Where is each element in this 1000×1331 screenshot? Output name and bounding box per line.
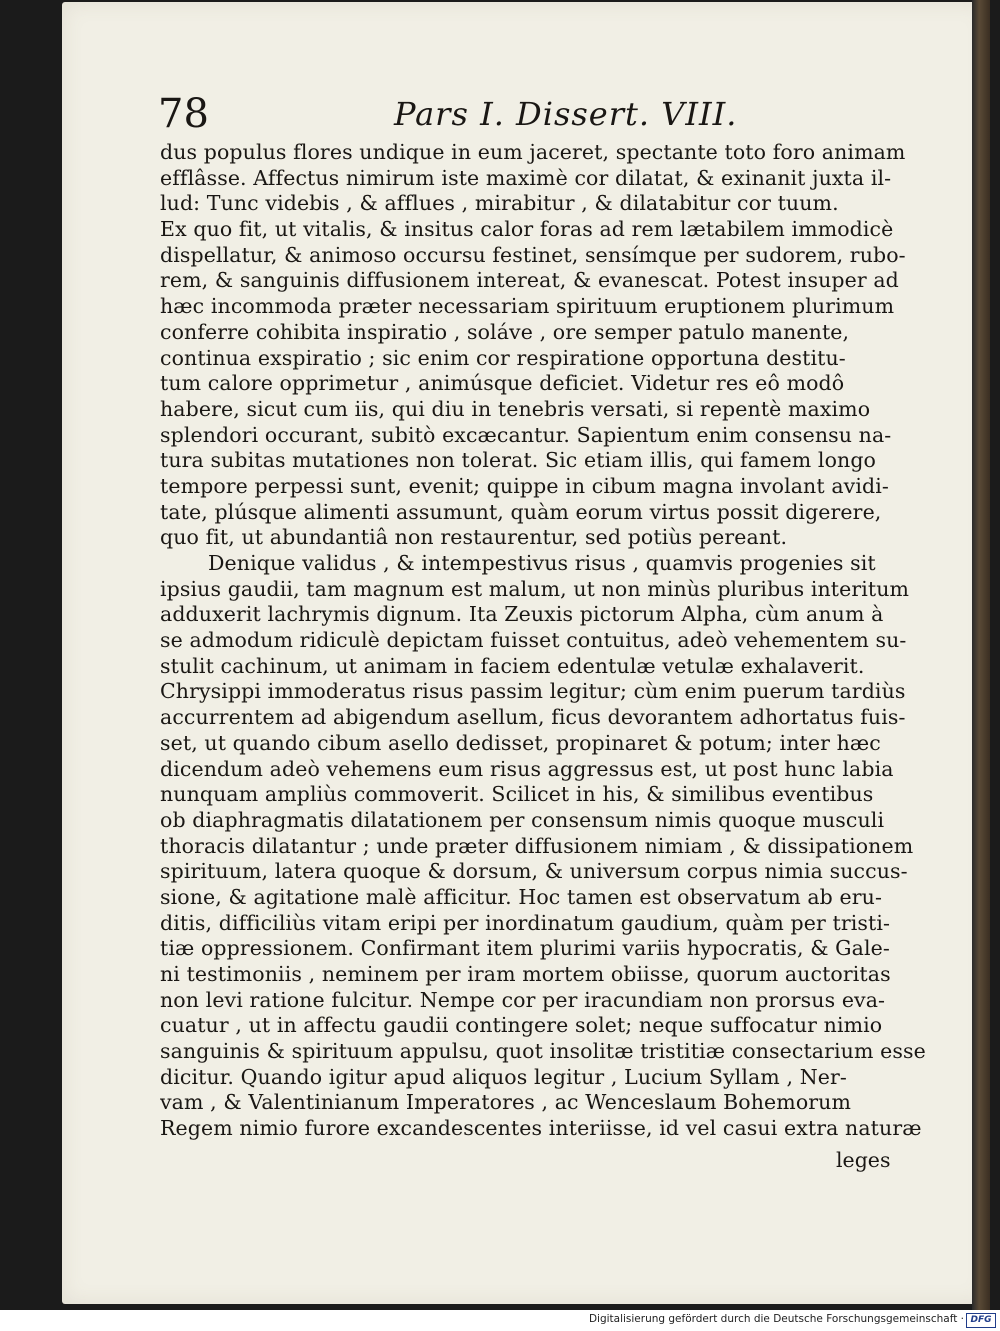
text-line: thoracis dilatantur ; unde præter diffusionem nimiam , & dissipationem [160, 833, 914, 858]
text-line: spirituum, latera quoque & dorsum, & universum corpus nimia succus- [160, 859, 908, 884]
text-line: conferre cohibita inspiratio , soláve , ore semper patulo manente, [160, 319, 850, 344]
text-line: lud: Tunc videbis , & afflues , mirabitur , & dilatabitur cor tuum. [160, 191, 839, 216]
text-line: ipsius gaudii, tam magnum est malum, ut non minùs pluribus interitum [160, 576, 910, 601]
text-line: ob diaphragmatis dilatationem per consensum nimis quoque musculi [160, 807, 885, 832]
text-line: dus populus flores undique in eum jaceret, spectante toto foro animam [160, 140, 906, 164]
text-line: se admodum ridiculè depictam fuisset contuitus, adeò vehementem su- [160, 628, 907, 653]
text-line: Chrysippi immoderatus risus passim legitur; cùm enim puerum tardiùs [160, 679, 906, 704]
text-line: continua exspiratio ; sic enim cor respiratione opportuna destitu- [160, 345, 846, 370]
body-text [160, 140, 926, 1142]
text-line: tempore perpessi sunt, evenit; quippe in cibum magna involant avidi- [160, 473, 889, 498]
dfg-logo: DFG [966, 1313, 996, 1328]
text-line: habere, sicut cum iis, qui diu in tenebris versati, si repentè maximo [160, 396, 871, 421]
running-head: Pars I. Dissert. VIII. [394, 95, 738, 133]
text-line: tiæ oppressionem. Confirmant item plurimi variis hypocratis, & Gale- [160, 936, 890, 961]
text-line: dicitur. Quando igitur apud aliquos legitur , Lucium Syllam , Ner- [160, 1064, 847, 1089]
page-number: 78 [158, 91, 209, 137]
text-line: dispellatur, & animoso occursu festinet, sensímque per sudorem, rubo- [160, 242, 906, 267]
text-line: nunquam ampliùs commoverit. Scilicet in his, & similibus eventibus [160, 782, 874, 807]
text-line: cuatur , ut in affectu gaudii contingere solet; neque suffocatur nimio [160, 1013, 883, 1038]
text-line: dicendum adeò vehemens eum risus aggressus est, ut post hunc labia [160, 756, 894, 781]
text-line: tura subitas mutationes non tolerat. Sic etiam illis, qui famem longo [160, 448, 876, 473]
text-line: sanguinis & spirituum appulsu, quot insolitæ tristitiæ consectarium esse [160, 1039, 926, 1064]
text-line: tate, plúsque alimenti assumunt, quàm eorum virtus possit digerere, [160, 499, 882, 524]
page-header [158, 92, 938, 136]
text-line: set, ut quando cibum asello dedisset, propinaret & potum; inter hæc [160, 730, 881, 755]
text-line: vam , & Valentinianum Imperatores , ac Wenceslaum Bohemorum [160, 1090, 852, 1115]
footer-bar [0, 1310, 1000, 1331]
text-line: stulit cachinum, ut animam in faciem edentulæ vetulæ exhalaverit. [160, 653, 865, 678]
text-line: Ex quo fit, ut vitalis, & insitus calor foras ad rem lætabilem immodicè [160, 217, 894, 242]
text-line: efflâsse. Affectus nimirum iste maximè cor dilatat, & exinanit juxta il- [160, 165, 892, 190]
text-line: non levi ratione fulcitur. Nempe cor per iracundiam non prorsus eva- [160, 987, 886, 1012]
text-line: rem, & sanguinis diffusionem intereat, & evanescat. Potest insuper ad [160, 268, 899, 293]
text-line: tum calore opprimetur , animúsque deficiet. Videtur res eô modô [160, 371, 845, 396]
catchword: leges [836, 1148, 891, 1172]
paragraph-start-line: Denique validus , & intempestivus risus , quamvis progenies sit [208, 551, 876, 575]
text-line: hæc incommoda præter necessariam spirituum eruptionem plurimum [160, 294, 895, 319]
funding-credit: Digitalisierung gefördert durch die Deutsche Forschungsgemeinschaft · [588, 1313, 964, 1325]
text-line: Regem nimio furore excandescentes interiisse, id vel casui extra naturæ [160, 1116, 922, 1141]
text-line: accurrentem ad abigendum asellum, ficus devorantem adhortatus fuis- [160, 705, 906, 730]
text-line: ditis, difficiliùs vitam eripi per inordinatum gaudium, quàm per tristi- [160, 910, 891, 935]
text-line: adduxerit lachrymis dignum. Ita Zeuxis pictorum Alpha, cùm anum à [160, 602, 884, 627]
text-line: ni testimoniis , neminem per iram mortem obiisse, quorum auctoritas [160, 962, 891, 986]
text-line: quo fit, ut abundantiâ non restaurentur, sed potiùs pereant. [160, 525, 788, 550]
page-edge [972, 0, 990, 1310]
text-line: sione, & agitatione malè afficitur. Hoc tamen est observatum ab eru- [160, 884, 882, 909]
text-line: splendori occurant, subitò excæcantur. Sapientum enim consensu na- [160, 422, 892, 447]
